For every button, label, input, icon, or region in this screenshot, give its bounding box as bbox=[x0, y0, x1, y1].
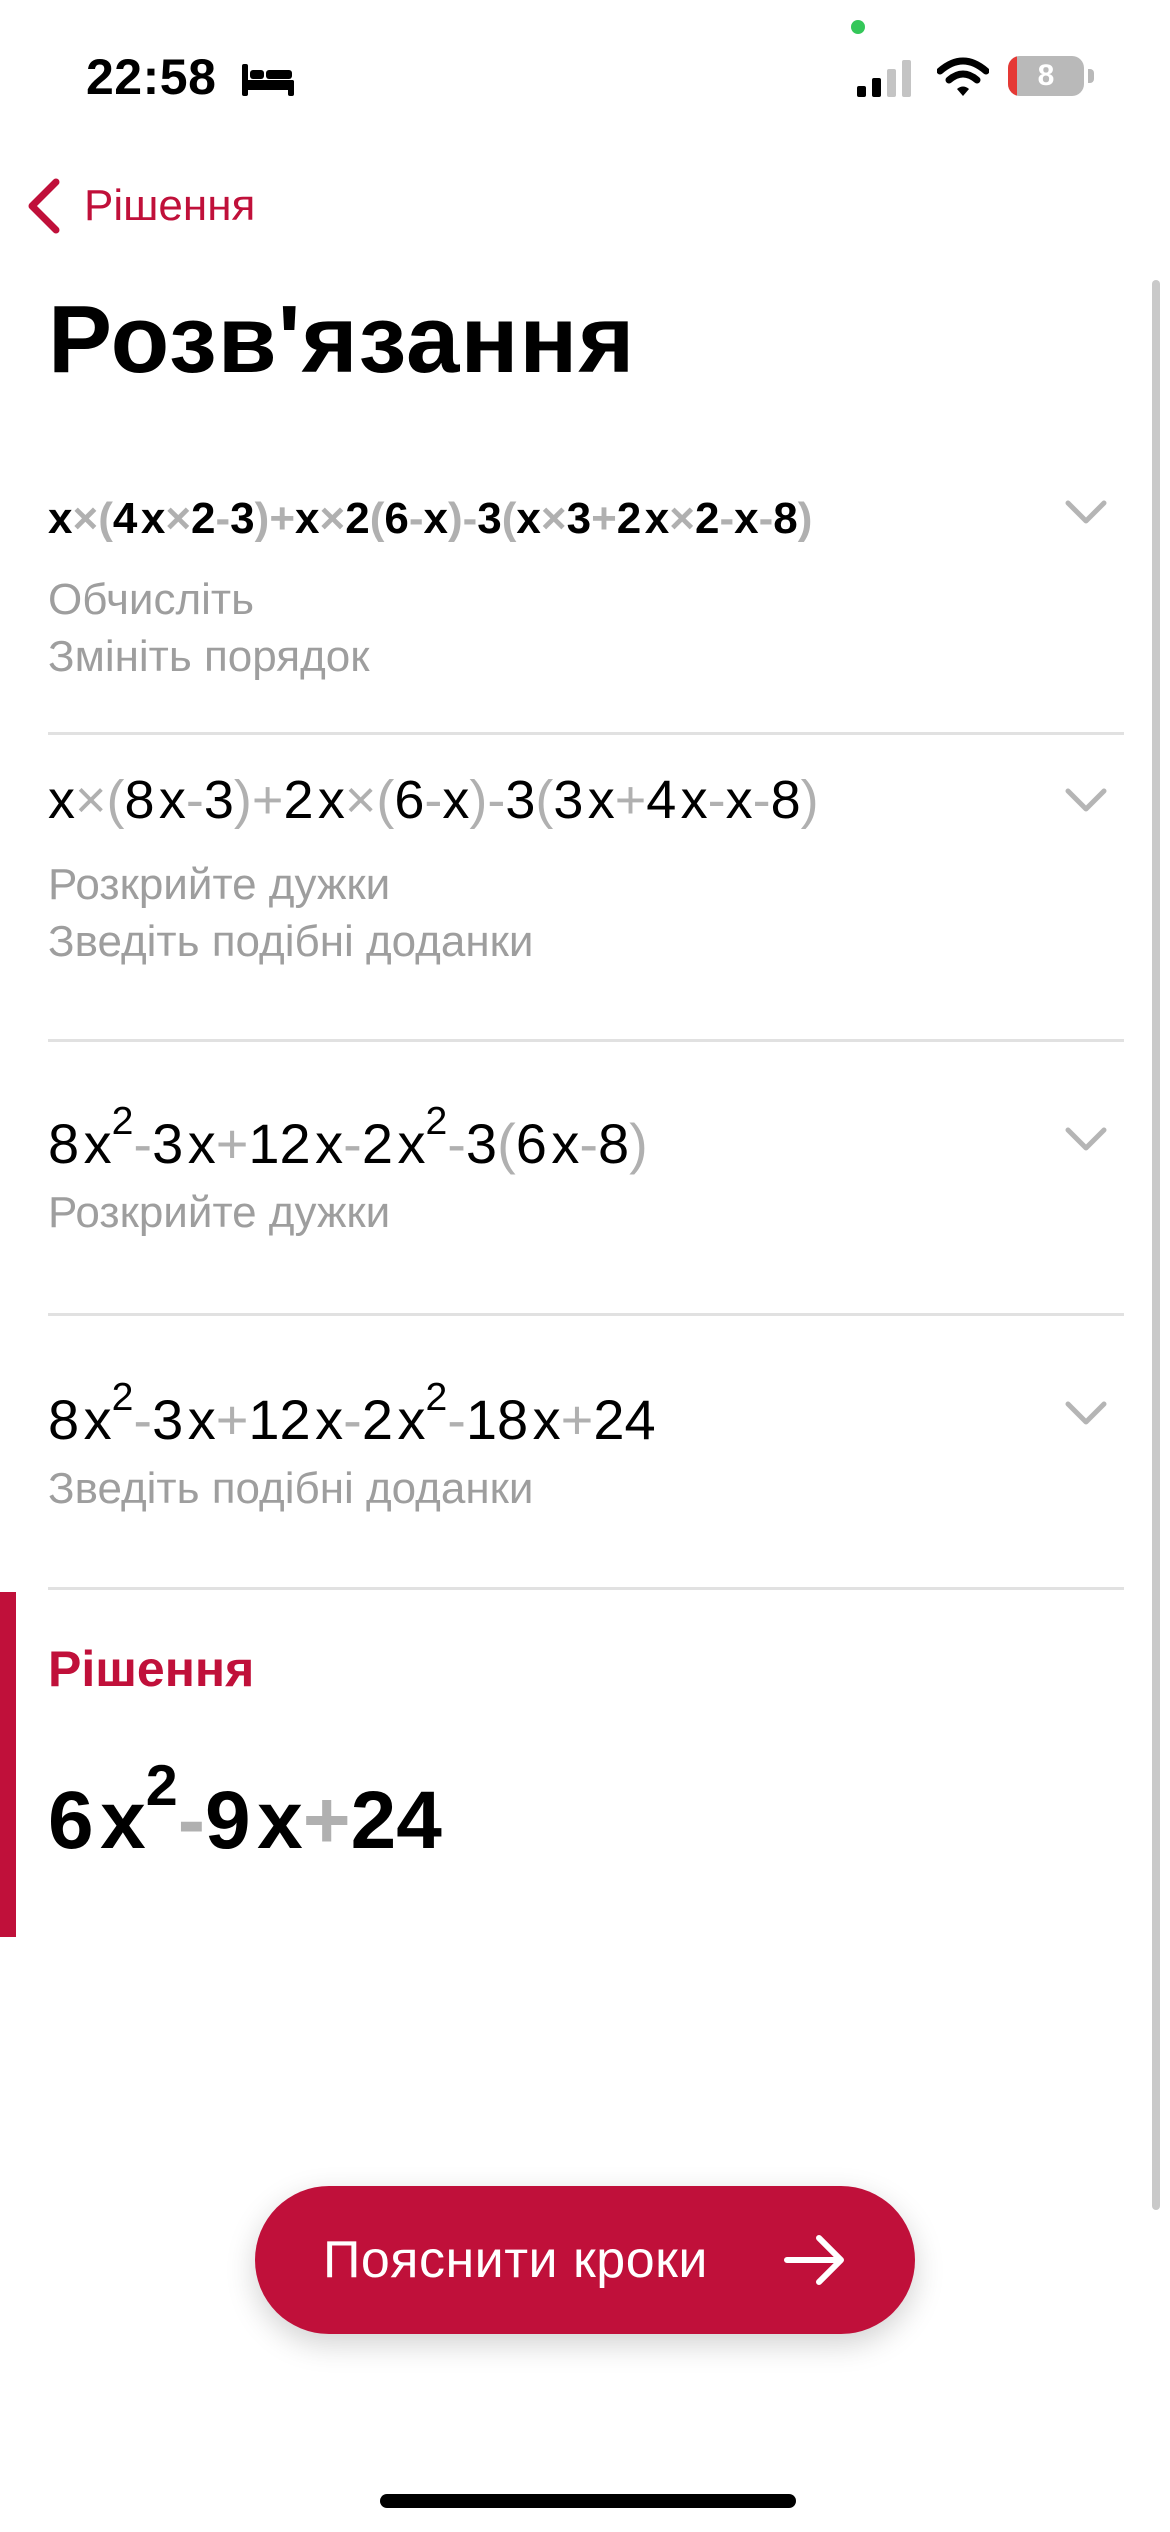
math-token: 8 bbox=[48, 1112, 80, 1175]
math-operator: - bbox=[215, 494, 231, 543]
math-token: x bbox=[587, 770, 615, 830]
math-operator: - bbox=[758, 494, 774, 543]
math-token: x bbox=[734, 494, 759, 543]
math-token: x bbox=[187, 1112, 216, 1175]
step-expression bbox=[48, 770, 819, 830]
math-operator: ( bbox=[106, 770, 125, 830]
math-token: 3 bbox=[152, 1112, 184, 1175]
math-operator: ( bbox=[535, 770, 554, 830]
math-operator: ) bbox=[233, 770, 252, 830]
math-token: 12 bbox=[248, 1388, 311, 1451]
back-button[interactable] bbox=[24, 170, 255, 242]
chevron-down-icon[interactable] bbox=[1064, 1124, 1108, 1154]
battery-level: 8 bbox=[1037, 59, 1055, 92]
math-token: x bbox=[680, 770, 708, 830]
math-token: 4 bbox=[646, 770, 677, 830]
step-row[interactable] bbox=[48, 1316, 1124, 1590]
math-operator: ) bbox=[469, 770, 488, 830]
math-token: 8 bbox=[48, 1388, 80, 1451]
step-description-line: Зведіть подібні доданки bbox=[48, 1464, 534, 1513]
math-token: x bbox=[48, 494, 73, 543]
math-token: x bbox=[516, 494, 541, 543]
math-token: x bbox=[158, 770, 186, 830]
math-operator: - bbox=[424, 770, 443, 830]
math-token: x bbox=[83, 1112, 112, 1175]
math-token: 18 bbox=[465, 1388, 529, 1451]
math-operator: ( bbox=[497, 1112, 516, 1175]
math-operator: - bbox=[133, 1112, 153, 1175]
math-operator: × bbox=[72, 494, 99, 543]
math-token: x bbox=[48, 770, 75, 830]
math-token: 3 bbox=[230, 494, 255, 543]
scrollbar[interactable] bbox=[1152, 280, 1160, 2210]
math-token: 8 bbox=[770, 770, 801, 830]
math-operator: × bbox=[344, 770, 377, 830]
math-token: x bbox=[315, 1388, 344, 1451]
math-operator: + bbox=[215, 1388, 249, 1451]
privacy-indicator bbox=[851, 20, 865, 34]
math-token: 6 bbox=[394, 770, 425, 830]
math-operator: × bbox=[165, 494, 192, 543]
step-expression bbox=[48, 494, 813, 543]
math-token: 2 bbox=[191, 494, 216, 543]
math-operator: × bbox=[669, 494, 695, 543]
math-operator: + bbox=[269, 494, 296, 543]
battery-icon bbox=[1008, 56, 1096, 98]
math-token: 3 bbox=[465, 1112, 498, 1175]
math-operator: - bbox=[707, 770, 726, 830]
math-token: 6 bbox=[384, 494, 409, 543]
math-operator: × bbox=[75, 770, 107, 830]
math-operator: ( bbox=[369, 494, 385, 543]
math-token: 8 bbox=[598, 1112, 630, 1175]
chevron-down-icon[interactable] bbox=[1064, 1398, 1108, 1428]
math-exponent: 2 bbox=[111, 1375, 134, 1419]
math-operator: - bbox=[185, 770, 204, 830]
math-token: 3 bbox=[203, 770, 234, 830]
math-operator: - bbox=[133, 1388, 153, 1451]
math-operator: - bbox=[579, 1112, 598, 1175]
steps-list bbox=[48, 455, 1124, 1590]
step-expression bbox=[48, 1099, 648, 1175]
math-operator: + bbox=[591, 494, 617, 543]
math-token: 4 bbox=[112, 494, 138, 543]
math-exponent: 2 bbox=[425, 1375, 448, 1419]
math-token: x bbox=[317, 770, 345, 830]
step-expression bbox=[48, 1375, 656, 1451]
math-token: 24 bbox=[350, 1775, 442, 1866]
math-operator: - bbox=[177, 1775, 205, 1866]
math-token: 2 bbox=[361, 1112, 393, 1175]
math-token: 24 bbox=[593, 1388, 656, 1451]
bed-icon bbox=[240, 60, 296, 98]
math-token: 3 bbox=[152, 1388, 184, 1451]
math-token: x bbox=[397, 1388, 426, 1451]
math-token: 8 bbox=[124, 770, 155, 830]
math-token: 2 bbox=[283, 770, 314, 830]
math-token: 2 bbox=[616, 494, 642, 543]
math-operator: ) bbox=[797, 494, 813, 543]
math-operator: - bbox=[408, 494, 424, 543]
math-operator: × bbox=[540, 494, 567, 543]
math-token: 6 bbox=[48, 1775, 94, 1866]
math-token: 9 bbox=[205, 1775, 251, 1866]
math-token: x bbox=[140, 494, 166, 543]
math-token: x bbox=[644, 494, 670, 543]
math-token: x bbox=[532, 1388, 561, 1451]
step-row[interactable] bbox=[48, 455, 1124, 735]
status-bar bbox=[0, 0, 1170, 150]
math-operator: ) bbox=[447, 494, 463, 543]
math-token: 2 bbox=[345, 494, 370, 543]
math-token: 8 bbox=[773, 494, 798, 543]
math-token: x bbox=[397, 1112, 426, 1175]
math-token: 3 bbox=[553, 770, 584, 830]
math-token: x bbox=[423, 494, 448, 543]
math-exponent: 2 bbox=[145, 1753, 178, 1818]
math-operator: + bbox=[560, 1388, 594, 1451]
math-token: 3 bbox=[566, 494, 592, 543]
status-time: 22:58 bbox=[86, 49, 217, 105]
math-operator: - bbox=[343, 1388, 362, 1451]
chevron-left-icon bbox=[24, 176, 64, 236]
home-indicator[interactable] bbox=[380, 2494, 796, 2508]
explain-steps-label: Пояснити кроки bbox=[323, 2231, 708, 2289]
page-title: Розв'язання bbox=[48, 286, 636, 393]
math-operator: + bbox=[302, 1775, 351, 1866]
math-operator: + bbox=[251, 770, 284, 830]
step-description-line: Розкрийте дужки bbox=[48, 860, 391, 909]
math-operator: ( bbox=[376, 770, 395, 830]
math-operator: - bbox=[487, 770, 506, 830]
math-operator: × bbox=[319, 494, 346, 543]
math-token: x bbox=[551, 1112, 580, 1175]
math-operator: - bbox=[462, 494, 478, 543]
arrow-right-icon bbox=[783, 2232, 847, 2288]
step-row[interactable] bbox=[48, 1042, 1124, 1316]
math-exponent: 2 bbox=[111, 1099, 134, 1143]
math-token: x bbox=[100, 1775, 146, 1866]
step-description bbox=[48, 856, 533, 970]
chevron-down-icon[interactable] bbox=[1064, 785, 1108, 815]
solution-expression bbox=[48, 1753, 442, 1866]
math-token: x bbox=[725, 770, 753, 830]
step-description-line: Змініть порядок bbox=[48, 632, 370, 681]
math-operator: ) bbox=[800, 770, 819, 830]
math-token: x bbox=[257, 1775, 303, 1866]
math-token: x bbox=[442, 770, 470, 830]
math-operator: ( bbox=[98, 494, 113, 543]
step-description-line: Обчисліть bbox=[48, 575, 254, 624]
math-exponent: 2 bbox=[425, 1099, 448, 1143]
math-token: 3 bbox=[477, 494, 502, 543]
back-label: Рішення bbox=[84, 181, 256, 230]
math-token: x bbox=[315, 1112, 344, 1175]
math-operator: - bbox=[447, 1388, 466, 1451]
math-operator: - bbox=[343, 1112, 362, 1175]
math-token: x bbox=[295, 494, 320, 543]
math-token: 2 bbox=[694, 494, 720, 543]
step-description-line: Зведіть подібні доданки bbox=[48, 917, 534, 966]
math-token: 12 bbox=[248, 1112, 311, 1175]
solution-label: Рішення bbox=[48, 1641, 255, 1697]
step-description bbox=[48, 1460, 533, 1517]
math-token: 3 bbox=[505, 770, 536, 830]
step-description-line: Розкрийте дужки bbox=[48, 1188, 391, 1237]
math-operator: - bbox=[447, 1112, 466, 1175]
step-description bbox=[48, 1184, 390, 1241]
math-token: 2 bbox=[361, 1388, 393, 1451]
math-operator: ) bbox=[629, 1112, 648, 1175]
math-operator: - bbox=[752, 770, 771, 830]
explain-steps-button[interactable] bbox=[255, 2186, 915, 2334]
math-operator: - bbox=[719, 494, 735, 543]
math-token: x bbox=[83, 1388, 112, 1451]
chevron-down-icon[interactable] bbox=[1064, 497, 1108, 527]
wifi-icon bbox=[937, 56, 989, 98]
math-operator: + bbox=[215, 1112, 249, 1175]
step-description bbox=[48, 571, 369, 685]
math-operator: ( bbox=[501, 494, 517, 543]
solution-accent-bar bbox=[0, 1592, 16, 1937]
signal-icon bbox=[855, 58, 917, 98]
step-row[interactable] bbox=[48, 735, 1124, 1042]
math-token: x bbox=[187, 1388, 216, 1451]
math-token: 6 bbox=[515, 1112, 547, 1175]
math-operator: + bbox=[614, 770, 647, 830]
math-operator: ) bbox=[254, 494, 270, 543]
